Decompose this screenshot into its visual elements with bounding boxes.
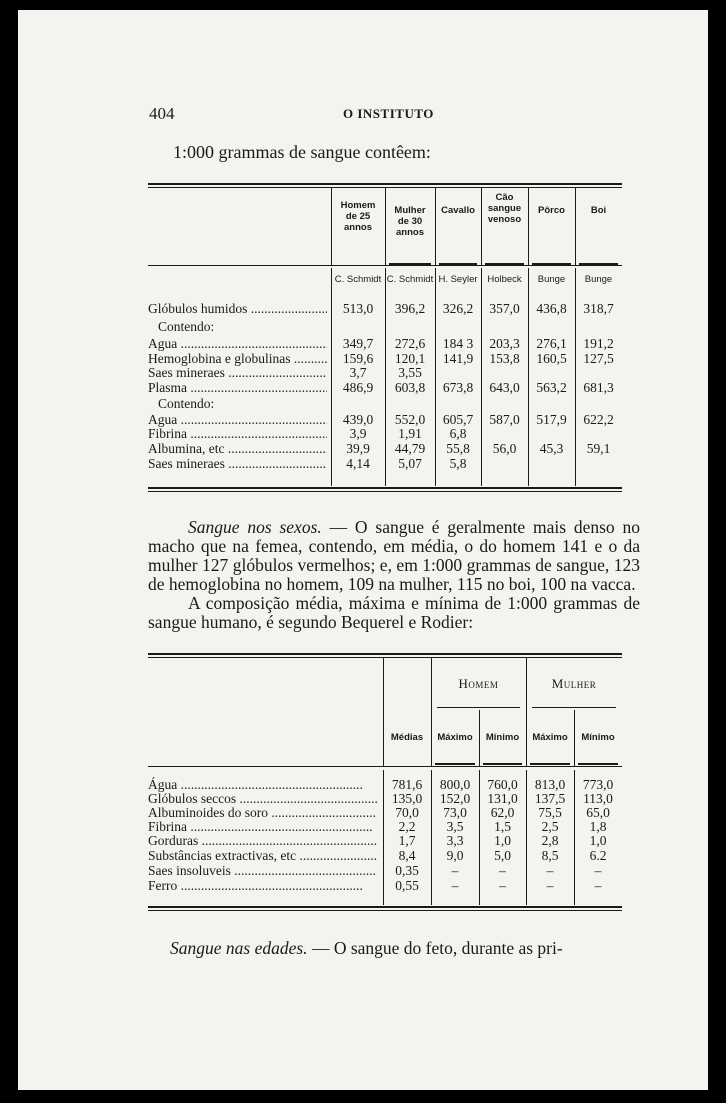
table-cell: 3,9 [349, 426, 367, 441]
table-cell: 55,8 [446, 441, 470, 456]
row-label: Fibrina ..... [148, 819, 377, 835]
table-cell: – [594, 863, 602, 878]
table-cell: 396,2 [394, 301, 426, 316]
table-cell: 781,6 [391, 777, 423, 792]
table-cell: 137,5 [534, 791, 566, 806]
table-cell: 3,7 [349, 365, 367, 380]
table-cell: – [451, 863, 459, 878]
table-cell: 0,55 [395, 878, 419, 893]
column-group-header: Homem [458, 676, 499, 691]
column-divider [575, 188, 576, 265]
table-cell: – [546, 863, 554, 878]
row-label: Saes insoluveis ..... [148, 863, 377, 879]
table-cell: 2,8 [541, 833, 559, 848]
table-cell: 8,5 [541, 848, 559, 863]
running-header [18, 104, 708, 128]
table-cell: 2,2 [398, 819, 416, 834]
column-header: Mínimo [485, 732, 520, 743]
table-bottom-rule [148, 906, 622, 908]
table-cell: 75,5 [538, 805, 562, 820]
row-label: Glóbulos humidos ..... [148, 301, 327, 317]
table-top-rule [148, 183, 622, 185]
column-rule [530, 763, 570, 765]
table-cell: 563,2 [536, 380, 567, 395]
table-cell: 603,8 [394, 380, 426, 395]
table-cell: 56,0 [492, 441, 517, 456]
row-label: Agua ..... [148, 336, 327, 352]
table-cell: 9,0 [446, 848, 464, 863]
table-cell: 62,0 [490, 805, 515, 820]
table-cell: 439,0 [342, 412, 374, 427]
table-cell: 5,8 [449, 456, 467, 471]
table-cell: 153,8 [489, 351, 520, 366]
table-cell: 8,4 [398, 848, 416, 863]
column-rule [579, 263, 618, 265]
table-cell: 318,7 [583, 301, 614, 316]
column-divider [435, 188, 436, 265]
table-cell: 1,0 [589, 833, 607, 848]
column-header: Máximo [532, 732, 568, 743]
table-cell: 120,1 [394, 351, 426, 366]
column-source: C. Schmidt [386, 274, 434, 285]
intro-line: 1:000 grammas de sangue contêem: [173, 142, 431, 162]
table-cell: 113,0 [583, 791, 613, 806]
table-cell: 203,3 [489, 336, 520, 351]
table-cell: 813,0 [534, 777, 566, 792]
row-label: Ferro ..... [148, 878, 377, 894]
row-label: Plasma ..... [148, 380, 327, 396]
table-cell: 1,91 [398, 426, 422, 441]
table-cell: 773,0 [582, 777, 614, 792]
group-brace-rule [532, 707, 616, 708]
table-cell: 622,2 [583, 412, 614, 427]
column-header: Máximo [437, 732, 473, 743]
table-cell: 59,1 [586, 441, 611, 456]
table-cell: 552,0 [394, 412, 426, 427]
row-label: Glóbulos seccos ..... [148, 791, 377, 807]
column-rule [439, 263, 477, 265]
table-cell: 276,1 [536, 336, 567, 351]
column-rule [485, 263, 524, 265]
section-heading-sexes: Sangue nos sexos. [188, 517, 322, 537]
table-cell: – [451, 878, 459, 893]
table-cell: 513,0 [342, 301, 374, 316]
table-cell: 191,2 [583, 336, 614, 351]
table-cell: 1,7 [398, 833, 416, 848]
table-cell: 681,3 [583, 380, 614, 395]
table-cell: 587,0 [489, 412, 520, 427]
table-cell: – [499, 863, 506, 878]
row-label: Fibrina ..... [148, 426, 327, 442]
table-cell: 0,35 [395, 863, 419, 878]
table-cell: 152,0 [439, 791, 471, 806]
table-cell: – [546, 878, 554, 893]
page-number: 404 [149, 104, 175, 123]
column-rule [578, 763, 618, 765]
column-source: H. Seyler [438, 274, 478, 285]
column-header: Médias [390, 732, 424, 743]
book-page [18, 10, 708, 1090]
row-label: Albumina, etc ..... [148, 441, 327, 457]
running-title: O INSTITUTO [343, 106, 434, 121]
table-cell: 643,0 [489, 380, 520, 395]
paragraph-ages: Sangue nas edades. — O sangue do feto, durante as pri- [170, 938, 563, 958]
table-cell: 3,5 [446, 819, 464, 834]
row-label: Albuminoides do soro ..... [148, 805, 377, 821]
column-header: Pôrco [538, 205, 565, 216]
column-header: Mulher de 30 annos [394, 205, 426, 238]
column-rule [532, 263, 571, 265]
table-cell: 159,6 [342, 351, 374, 366]
table-cell: 326,2 [442, 301, 474, 316]
section-heading-ages: Sangue nas edades. [170, 938, 308, 958]
column-divider [528, 188, 529, 265]
table-bottom-rule [148, 487, 622, 489]
table-top-rule [148, 657, 622, 658]
table-cell: 5,0 [494, 848, 511, 863]
table-cell: 2,5 [541, 819, 559, 834]
table-cell: 184 3 [442, 336, 474, 351]
table-cell: 6,8 [449, 426, 467, 441]
column-header: Boi [590, 205, 607, 216]
table-cell: 131,0 [487, 791, 518, 806]
table-cell: 486,9 [342, 380, 374, 395]
table-cell: 517,9 [536, 412, 567, 427]
table-top-rule [148, 653, 622, 655]
row-label: Gorduras ..... [148, 833, 377, 849]
table-cell: 6.2 [589, 848, 607, 863]
table-cell: – [594, 878, 602, 893]
table-cell: 160,5 [536, 351, 567, 366]
table-cell: 349,7 [342, 336, 374, 351]
column-header: Cão sangue venoso [487, 192, 522, 225]
row-label: Agua ..... [148, 412, 327, 428]
column-source: Bunge [584, 274, 613, 285]
row-label: Água ..... [148, 777, 377, 793]
table-cell: 1,0 [494, 833, 511, 848]
row-label: Substâncias extractivas, etc ..... [148, 848, 377, 864]
table-cell: 605,7 [442, 412, 474, 427]
column-rule [483, 763, 522, 765]
column-group-header: Mulher [551, 676, 597, 691]
paragraph-composition: A composição média, máxima e mínima de 1:000 grammas de sangue humano, é segundo Bequerel e Rodier: [148, 593, 640, 632]
column-header: Homem de 25 annos [340, 200, 376, 233]
table-bottom-rule [148, 491, 622, 492]
row-label: Saes mineraes ..... [148, 456, 327, 472]
column-divider [526, 658, 527, 766]
table-cell: 1,5 [494, 819, 511, 834]
table-cell: 1,8 [589, 819, 607, 834]
column-source: Bunge [537, 274, 566, 285]
table-cell: – [499, 878, 506, 893]
table-cell: 673,8 [442, 380, 474, 395]
column-header: Cavallo [441, 205, 475, 216]
table-cell: 800,0 [439, 777, 471, 792]
table-cell: 73,0 [443, 805, 467, 820]
column-rule [435, 763, 475, 765]
table-cell: 39,9 [346, 441, 370, 456]
table-cell: 127,5 [583, 351, 614, 366]
table-cell: 357,0 [489, 301, 520, 316]
table-cell: 141,9 [442, 351, 474, 366]
table-cell: 70,0 [395, 805, 419, 820]
table-header-rule [148, 265, 622, 266]
paragraph-sexes-text: O sangue é geralmente mais denso no macho que na femea, contendo, em média, o do homem 141 e o da mulher 127 glóbulos vermelhos; e, em 1:000 grammas de sangue, 123 de hemoglobina no homem, 109 na mulher, 115 no boi, 100 na vacca. [148, 517, 640, 594]
paragraph-ages-text: O sangue do feto, durante as pri- [333, 938, 563, 958]
row-label: Saes mineraes ..... [148, 365, 327, 381]
column-source: C. Schmidt [334, 274, 382, 285]
table-header-rule [148, 766, 622, 767]
column-rule [389, 263, 431, 265]
row-label: Contendo: [158, 319, 215, 334]
table-cell: 3,55 [398, 365, 422, 380]
table-cell: 135,0 [391, 791, 423, 806]
table-cell: 4,14 [346, 456, 370, 471]
group-brace-rule [437, 707, 520, 708]
column-source: Holbeck [487, 274, 522, 285]
paragraph-sexes: Sangue nos sexos. — O sangue é geralmente mais denso no macho que na femea, contendo, em média, o do homem 141 e o da mulher 127 glóbulos vermelhos; e, em 1:000 grammas de sangue, 123 de hemoglobina no homem, 109 na mulher, 115 no boi, 100 na vacca. A composição média, máxima e mínima de 1:000 grammas de sangue humano, é segundo Bequerel e Rodier: [148, 517, 640, 632]
table-cell: 436,8 [536, 301, 567, 316]
table-cell: 760,0 [487, 777, 518, 792]
table-bottom-rule [148, 910, 622, 911]
table-cell: 3,3 [446, 833, 464, 848]
table-cell: 65,0 [586, 805, 610, 820]
table-cell: 272,6 [394, 336, 426, 351]
table-cell: 5,07 [398, 456, 422, 471]
column-divider [431, 658, 432, 766]
row-label: Hemoglobina e globulinas ..... [148, 351, 327, 367]
row-label: Contendo: [158, 396, 215, 411]
table-cell: 44,79 [394, 441, 426, 456]
column-divider [383, 658, 384, 766]
table-cell: 45,3 [539, 441, 564, 456]
column-header: Mínimo [581, 732, 615, 743]
